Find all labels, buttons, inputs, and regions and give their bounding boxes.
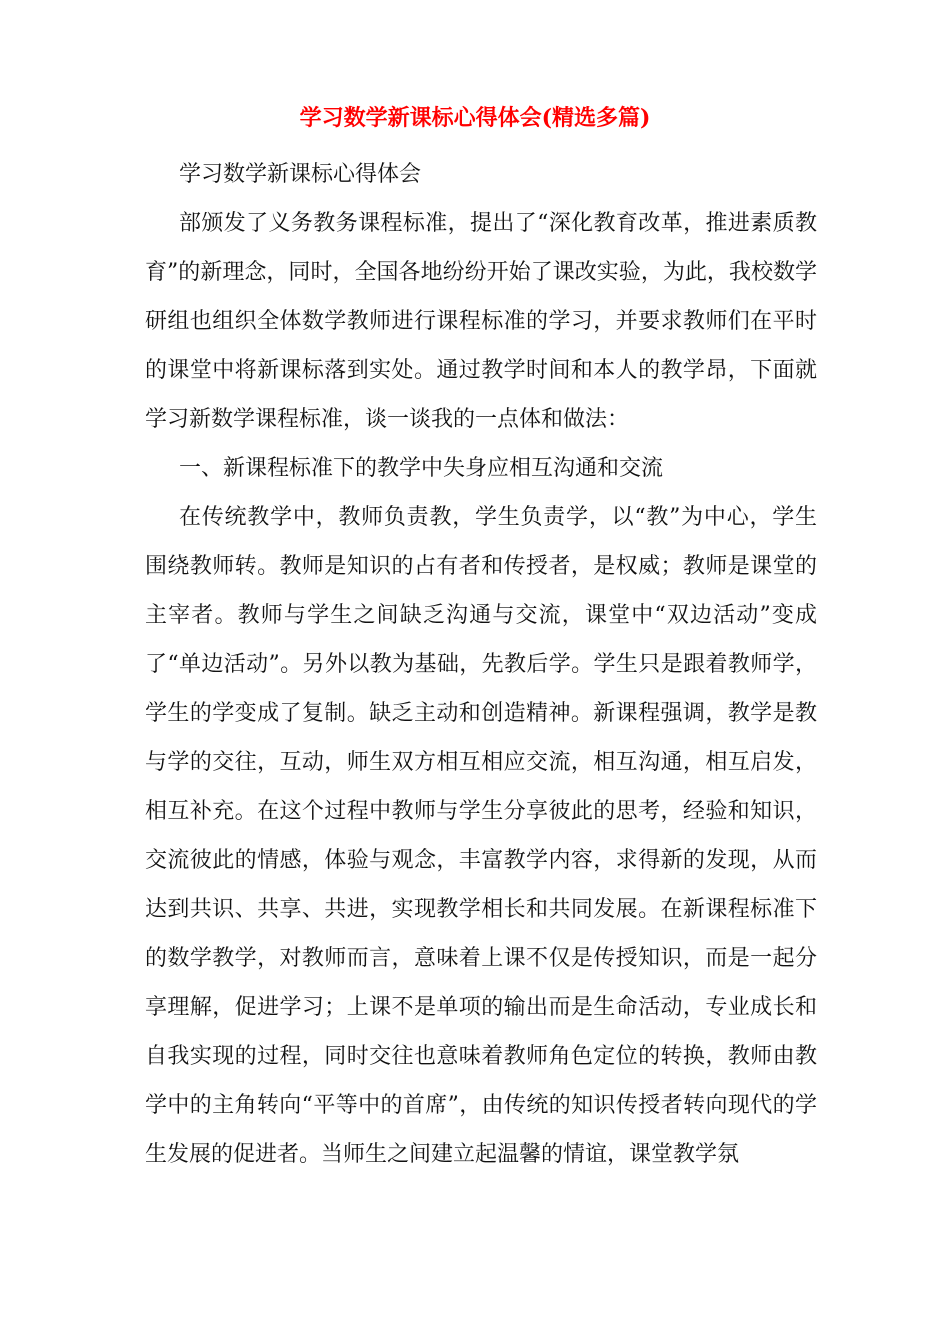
document-body	[145, 150, 817, 1179]
paragraph-intro: 部颁发了义务教务课程标准，提出了“深化教育改革，推进素质教育”的新理念，同时，全国各地纷纷开始了课改实验，为此，我校数学研组也组织全体数学教师进行课程标准的学习，并要求教师们在平时的课堂中将新课标落到实处。通过教学时间和本人的教学昂，下面就学习新数学课程标准，谈一谈我的一点体和做法：	[145, 211, 817, 432]
paragraph-subtitle: 学习数学新课标心得体会	[179, 162, 422, 187]
document-title: 学习数学新课标心得体会(精选多篇)	[299, 105, 651, 131]
section-heading-1: 一、新课程标准下的教学中失身应相互沟通和交流	[179, 456, 664, 481]
paragraph-section-1: 在传统教学中，教师负责教，学生负责学，以“教”为中心，学生围绕教师转。教师是知识的占有者和传授者，是权威；教师是课堂的主宰者。教师与学生之间缺乏沟通与交流，课堂中“双边活动”变成了“单边活动”。另外以教为基础，先教后学。学生只是跟着教师学，学生的学变成了复制。缺乏主动和创造精神。新课程强调，教学是教与学的交往，互动，师生双方相互相应交流，相互沟通，相互启发，相互补充。在这个过程中教师与学生分享彼此的思考，经验和知识，交流彼此的情感，体验与观念，丰富教学内容，求得新的发现，从而达到共识、共享、共进，实现教学相长和共同发展。在新课程标准下的数学教学，对教师而言，意味着上课不仅是传授知识，而是一起分享理解，促进学习；上课不是单项的输出而是生命活动，专业成长和自我实现的过程，同时交往也意味着教师角色定位的转换，教师由教学中的主角转向“平等中的首席”，由传统的知识传授者转向现代的学生发展的促进者。当师生之间建立起温馨的情谊，课堂教学氛	[145, 505, 817, 1167]
